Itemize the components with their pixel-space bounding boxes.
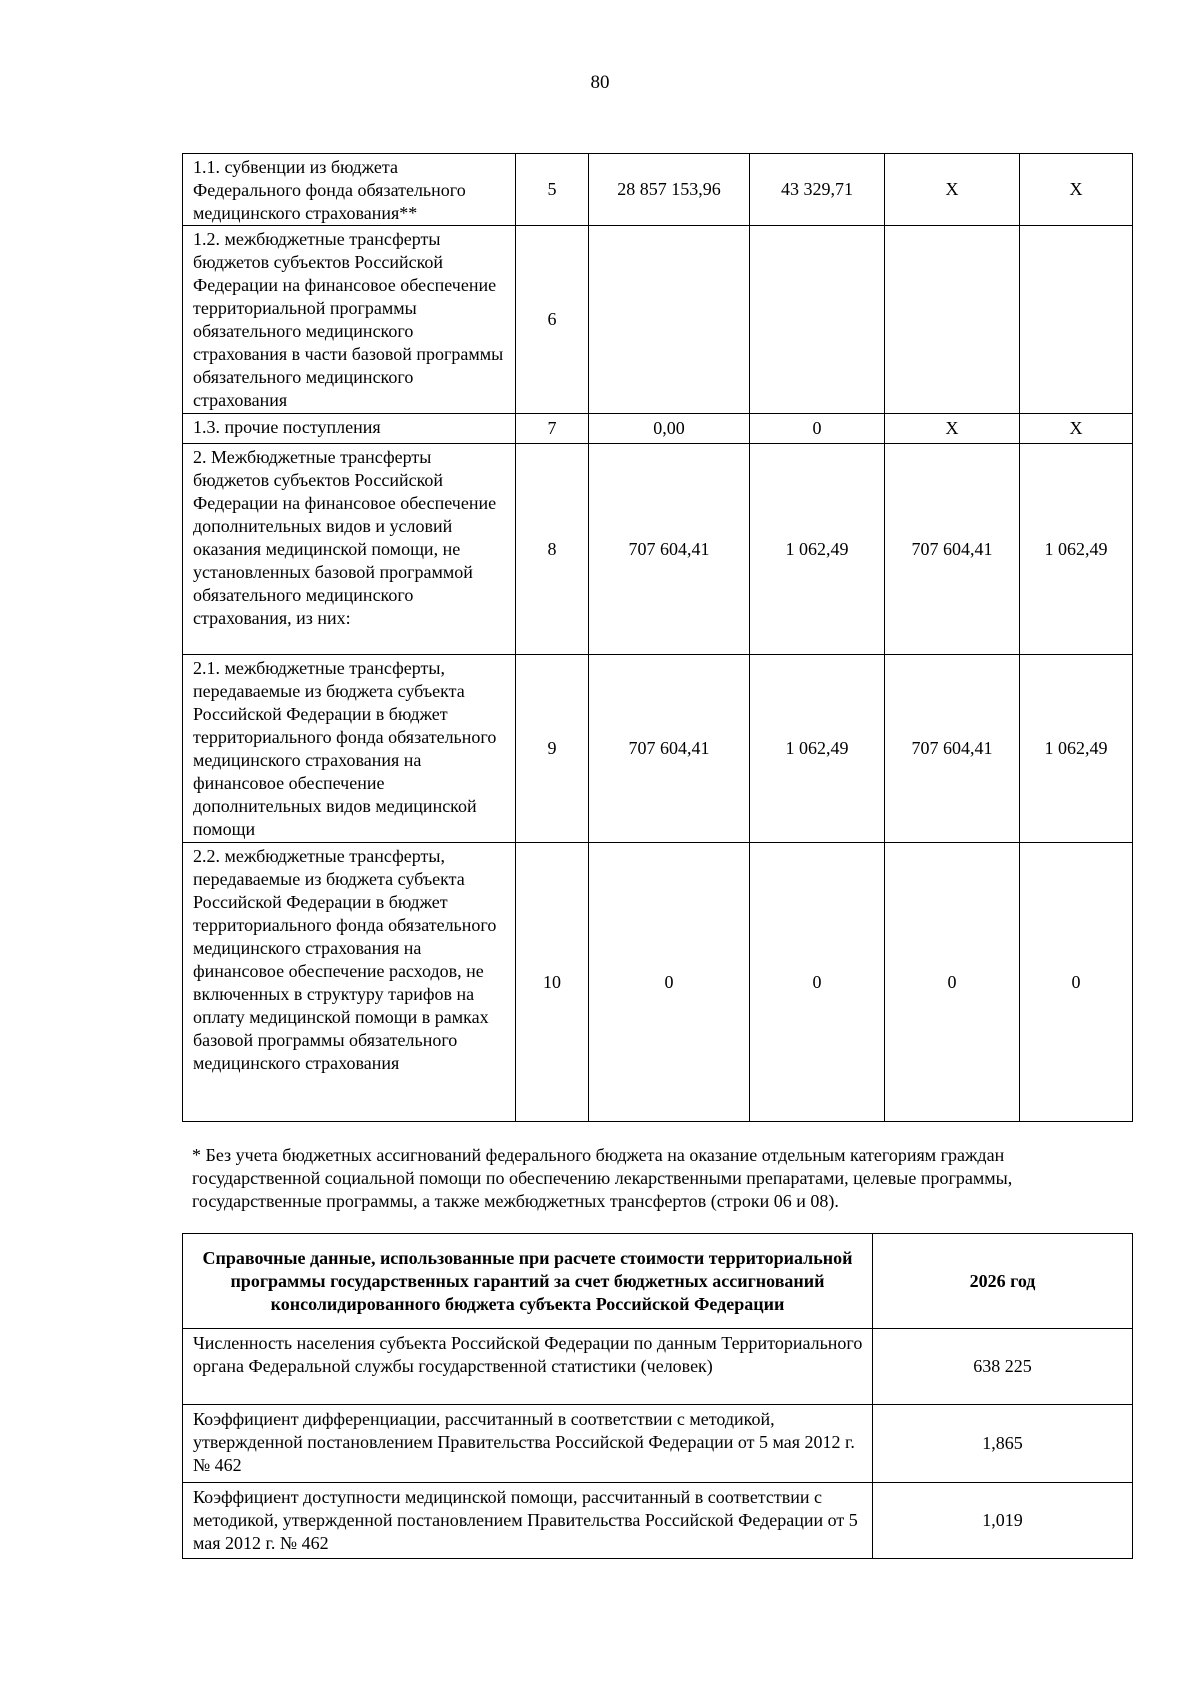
table-row bbox=[183, 444, 1133, 655]
table-row bbox=[183, 226, 1133, 414]
table-row bbox=[183, 843, 1133, 1122]
table-header-row bbox=[183, 1234, 1133, 1329]
line-number: 6 bbox=[516, 226, 589, 414]
table-row bbox=[183, 655, 1133, 843]
line-number: 9 bbox=[516, 655, 589, 843]
value-cell: 43 329,71 bbox=[750, 154, 885, 226]
line-number: 5 bbox=[516, 154, 589, 226]
reference-data-table bbox=[182, 1233, 1133, 1559]
row-label: 1.2. межбюджетные трансферты бюджетов субъектов Российской Федерации на финансовое обеспечение территориальной программы обязательного медицинского страхования в части базовой программы обязательного медицинского страхования bbox=[183, 226, 516, 414]
row-label: 2. Межбюджетные трансферты бюджетов субъектов Российской Федерации на финансовое обеспечение дополнительных видов и условий оказания медицинской помощи, не установленных базовой программой обязательного медицинского страхования, из них: bbox=[183, 444, 516, 655]
row-label: Коэффициент доступности медицинской помощи, рассчитанный в соответствии с методикой, утвержденной постановлением Правительства Российской Федерации от 5 мая 2012 г. № 462 bbox=[183, 1483, 873, 1559]
row-label: Численность населения субъекта Российской Федерации по данным Территориального органа Федеральной службы государственной статистики (человек) bbox=[183, 1329, 873, 1405]
table-row bbox=[183, 414, 1133, 444]
row-label: 1.3. прочие поступления bbox=[183, 414, 516, 444]
page-number: 80 bbox=[590, 72, 610, 93]
row-label: Коэффициент дифференциации, рассчитанный в соответствии с методикой, утвержденной постановлением Правительства Российской Федерации от 5 мая 2012 г. № 462 bbox=[183, 1405, 873, 1483]
value-cell: 1,019 bbox=[873, 1483, 1133, 1559]
table-row bbox=[183, 154, 1133, 226]
value-cell: X bbox=[885, 414, 1020, 444]
header-year: 2026 год bbox=[873, 1234, 1133, 1329]
value-cell: 1 062,49 bbox=[1020, 655, 1133, 843]
line-number: 8 bbox=[516, 444, 589, 655]
value-cell: X bbox=[1020, 154, 1133, 226]
value-cell: 1,865 bbox=[873, 1405, 1133, 1483]
value-cell: 1 062,49 bbox=[750, 444, 885, 655]
value-cell: 638 225 bbox=[873, 1329, 1133, 1405]
value-cell: 1 062,49 bbox=[750, 655, 885, 843]
value-cell bbox=[589, 226, 750, 414]
header-label: Справочные данные, использованные при расчете стоимости территориальной программы государственных гарантий за счет бюджетных ассигнований консолидированного бюджета субъекта Российской Федерации bbox=[183, 1234, 873, 1329]
line-number: 7 bbox=[516, 414, 589, 444]
row-label: 2.1. межбюджетные трансферты, передаваемые из бюджета субъекта Российской Федерации в бюджет территориального фонда обязательного медицинского страхования на финансовое обеспечение дополнительных видов медицинской помощи bbox=[183, 655, 516, 843]
value-cell: 0 bbox=[750, 414, 885, 444]
value-cell: 707 604,41 bbox=[885, 444, 1020, 655]
value-cell bbox=[885, 226, 1020, 414]
value-cell: 28 857 153,96 bbox=[589, 154, 750, 226]
row-label: 1.1. субвенции из бюджета Федерального фонда обязательного медицинского страхования** bbox=[183, 154, 516, 226]
financing-table bbox=[182, 153, 1133, 1122]
value-cell bbox=[1020, 226, 1133, 414]
table-row bbox=[183, 1483, 1133, 1559]
footnote: * Без учета бюджетных ассигнований федерального бюджета на оказание отдельным категориям граждан государственной социальной помощи по обеспечению лекарственными препаратами, целевые программы, государственные программы, а также межбюджетных трансфертов (строки 06 и 08). bbox=[192, 1145, 1013, 1211]
value-cell: 0 bbox=[885, 843, 1020, 1122]
value-cell: 0 bbox=[750, 843, 885, 1122]
value-cell: 0 bbox=[589, 843, 750, 1122]
value-cell: 1 062,49 bbox=[1020, 444, 1133, 655]
value-cell: 0,00 bbox=[589, 414, 750, 444]
value-cell: 707 604,41 bbox=[589, 444, 750, 655]
value-cell: 707 604,41 bbox=[885, 655, 1020, 843]
value-cell: 707 604,41 bbox=[589, 655, 750, 843]
value-cell: X bbox=[885, 154, 1020, 226]
row-label: 2.2. межбюджетные трансферты, передаваемые из бюджета субъекта Российской Федерации в бюджет территориального фонда обязательного медицинского страхования на финансовое обеспечение расходов, не включенных в структуру тарифов на оплату медицинской помощи в рамках базовой программы обязательного медицинского страхования bbox=[183, 843, 516, 1122]
value-cell: X bbox=[1020, 414, 1133, 444]
value-cell: 0 bbox=[1020, 843, 1133, 1122]
table-row bbox=[183, 1405, 1133, 1483]
table-row bbox=[183, 1329, 1133, 1405]
line-number: 10 bbox=[516, 843, 589, 1122]
value-cell bbox=[750, 226, 885, 414]
